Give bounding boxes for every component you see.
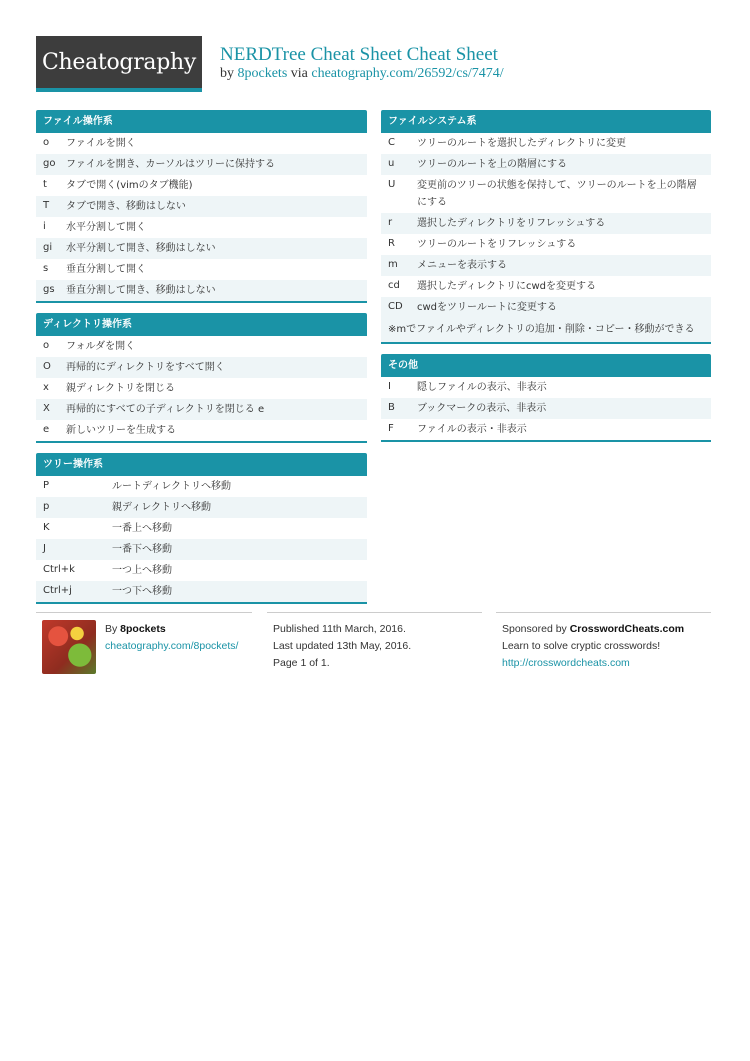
table-row	[36, 420, 367, 441]
table-row	[36, 518, 367, 539]
cheatography-logo[interactable]	[36, 36, 202, 92]
shortcut-description: メニューを表示する	[417, 260, 507, 271]
shortcut-key: o	[43, 137, 50, 148]
dir-ops-heading: ディレクトリ操作系	[36, 313, 367, 336]
footer-divider	[36, 612, 252, 613]
footer-author-name[interactable]: 8pockets	[120, 623, 166, 635]
shortcut-description: 一番下へ移動	[112, 544, 172, 555]
shortcut-key: U	[388, 179, 396, 190]
shortcut-description: 垂直分割して開く	[66, 264, 146, 275]
footer-divider	[267, 612, 482, 613]
shortcut-key: C	[388, 137, 395, 148]
table-row	[381, 255, 711, 276]
table-row	[381, 377, 711, 398]
table-row	[36, 560, 367, 581]
shortcut-description: 水平分割して開く	[66, 222, 146, 233]
shortcut-key: X	[43, 403, 50, 414]
byline	[220, 66, 504, 82]
table-row	[36, 280, 367, 301]
fs-ops-note: ※mでファイルやディレクトリの追加・削除・コピー・移動ができる	[381, 318, 711, 342]
shortcut-key: e	[43, 424, 50, 435]
page-count: Page 1 of 1.	[273, 657, 330, 669]
table-row	[36, 497, 367, 518]
shortcut-description: 隠しファイルの表示、非表示	[417, 382, 547, 393]
dir-ops-section	[36, 313, 367, 443]
table-row	[381, 276, 711, 297]
sponsor-line	[502, 621, 684, 638]
sponsor-url[interactable]	[502, 655, 630, 672]
published-date: Published 11th March, 2016.	[273, 623, 406, 635]
tree-ops-heading: ツリー操作系	[36, 453, 367, 476]
shortcut-key: Ctrl+k	[43, 564, 75, 575]
footer-author	[105, 621, 166, 638]
byline-prefix: by	[220, 66, 238, 81]
shortcut-description: ツリーのルートをリフレッシュする	[417, 239, 577, 250]
table-row	[36, 336, 367, 357]
footer-divider	[496, 612, 711, 613]
shortcut-description: フォルダを開く	[66, 341, 136, 352]
shortcut-description: ブックマークの表示、非表示	[417, 403, 547, 414]
shortcut-description: 一つ下へ移動	[112, 586, 172, 597]
shortcut-key: gi	[43, 242, 53, 253]
tree-ops-section	[36, 453, 367, 604]
shortcut-description: タブで開く(vimのタブ機能)	[66, 180, 193, 191]
logo-text: Cheatography	[41, 49, 197, 75]
footer-by-label: By	[105, 623, 121, 635]
sheet-title[interactable]: NERDTree Cheat Sheet Cheat Sheet	[220, 44, 498, 65]
shortcut-key: J	[43, 543, 46, 554]
tree-ops-rows	[36, 476, 367, 602]
shortcut-key: s	[43, 263, 49, 274]
shortcut-description: ツリーのルートを選択したディレクトリに変更	[417, 138, 626, 149]
shortcut-description: 再帰的にディレクトリをすべて開く	[66, 362, 225, 373]
shortcut-key: R	[388, 238, 395, 249]
shortcut-key: Ctrl+j	[43, 585, 72, 596]
shortcut-description: 親ディレクトリを閉じる	[66, 383, 175, 394]
shortcut-description: ファイルを開く	[66, 138, 136, 149]
table-row	[36, 581, 367, 602]
shortcut-key: p	[43, 501, 50, 512]
dir-ops-rows	[36, 336, 367, 441]
author-avatar[interactable]	[42, 620, 96, 674]
shortcut-description: 垂直分割して開き、移動はしない	[66, 285, 216, 296]
shortcut-key: T	[43, 200, 50, 211]
table-row	[36, 539, 367, 560]
shortcut-key: t	[43, 179, 47, 190]
table-row	[36, 133, 367, 154]
fs-ops-rows	[381, 133, 711, 318]
sponsor-label: Sponsored by	[502, 623, 570, 635]
updated-date: Last updated 13th May, 2016.	[273, 640, 412, 652]
table-row	[381, 133, 711, 154]
sponsor-name[interactable]: CrosswordCheats.com	[569, 623, 685, 635]
shortcut-key: o	[43, 340, 50, 351]
shortcut-key: u	[388, 158, 395, 169]
shortcut-key: O	[43, 361, 51, 372]
table-row	[36, 399, 367, 420]
shortcut-description: ファイルを開き、カーソルはツリーに保持する	[66, 159, 275, 170]
footer-author-url[interactable]	[105, 638, 238, 655]
table-row	[36, 378, 367, 399]
table-row	[36, 238, 367, 259]
author-url-link[interactable]: cheatography.com/8pockets/	[105, 640, 239, 652]
table-row	[381, 234, 711, 255]
sheet-url-link[interactable]: cheatography.com/26592/cs/7474/	[311, 66, 504, 81]
fs-ops-heading: ファイルシステム系	[381, 110, 711, 133]
shortcut-description: ルートディレクトリへ移動	[112, 481, 231, 492]
shortcut-description: 新しいツリーを生成する	[66, 425, 176, 436]
footer	[36, 612, 711, 682]
shortcut-description: 親ディレクトリへ移動	[112, 502, 211, 513]
fs-ops-section	[381, 110, 711, 344]
right-column	[381, 110, 711, 452]
shortcut-description: 一つ上へ移動	[112, 565, 172, 576]
shortcut-key: K	[43, 522, 50, 533]
table-row	[36, 217, 367, 238]
shortcut-description: ファイルの表示・非表示	[417, 424, 527, 435]
shortcut-description: 選択したディレクトリにcwdを変更する	[417, 281, 597, 292]
table-row	[36, 476, 367, 497]
table-row	[381, 213, 711, 234]
table-row	[36, 357, 367, 378]
author-link[interactable]: 8pockets	[237, 66, 288, 81]
shortcut-key: gs	[43, 284, 55, 295]
table-row	[381, 175, 711, 213]
table-row	[36, 196, 367, 217]
shortcut-key: CD	[388, 301, 403, 312]
shortcut-key: r	[388, 217, 393, 228]
table-row	[36, 154, 367, 175]
shortcut-key: m	[388, 259, 398, 270]
shortcut-key: i	[43, 221, 46, 232]
shortcut-description: ツリーのルートを上の階層にする	[417, 159, 567, 170]
shortcut-key: B	[388, 402, 395, 413]
shortcut-description: タブで開き、移動はしない	[66, 201, 186, 212]
shortcut-description: 一番上へ移動	[112, 523, 172, 534]
shortcut-key: x	[43, 382, 49, 393]
table-row	[381, 398, 711, 419]
other-heading: その他	[381, 354, 711, 377]
left-column	[36, 110, 367, 614]
shortcut-key: I	[388, 381, 391, 392]
shortcut-description: 水平分割して開き、移動はしない	[66, 243, 216, 254]
shortcut-key: go	[43, 158, 56, 169]
table-row	[36, 175, 367, 196]
other-section	[381, 354, 711, 442]
shortcut-key: cd	[388, 280, 400, 291]
shortcut-key: F	[388, 423, 394, 434]
table-row	[381, 419, 711, 440]
file-ops-rows	[36, 133, 367, 301]
table-row	[36, 259, 367, 280]
table-row	[381, 154, 711, 175]
shortcut-description: 選択したディレクトリをリフレッシュする	[417, 218, 606, 229]
shortcut-description: cwdをツリールートに変更する	[417, 302, 557, 313]
sponsor-tagline: Learn to solve cryptic crosswords!	[502, 640, 661, 652]
table-row	[381, 297, 711, 318]
shortcut-description: 変更前のツリーの状態を保持して、ツリーのルートを上の階層にする	[417, 180, 697, 208]
shortcut-description: 再帰的にすべての子ディレクトリを閉じる e	[66, 404, 265, 415]
shortcut-key: P	[43, 480, 50, 491]
byline-via: via	[287, 66, 312, 81]
other-rows	[381, 377, 711, 440]
sponsor-url-link[interactable]: http://crosswordcheats.com	[502, 657, 630, 669]
file-ops-section	[36, 110, 367, 303]
file-ops-heading: ファイル操作系	[36, 110, 367, 133]
